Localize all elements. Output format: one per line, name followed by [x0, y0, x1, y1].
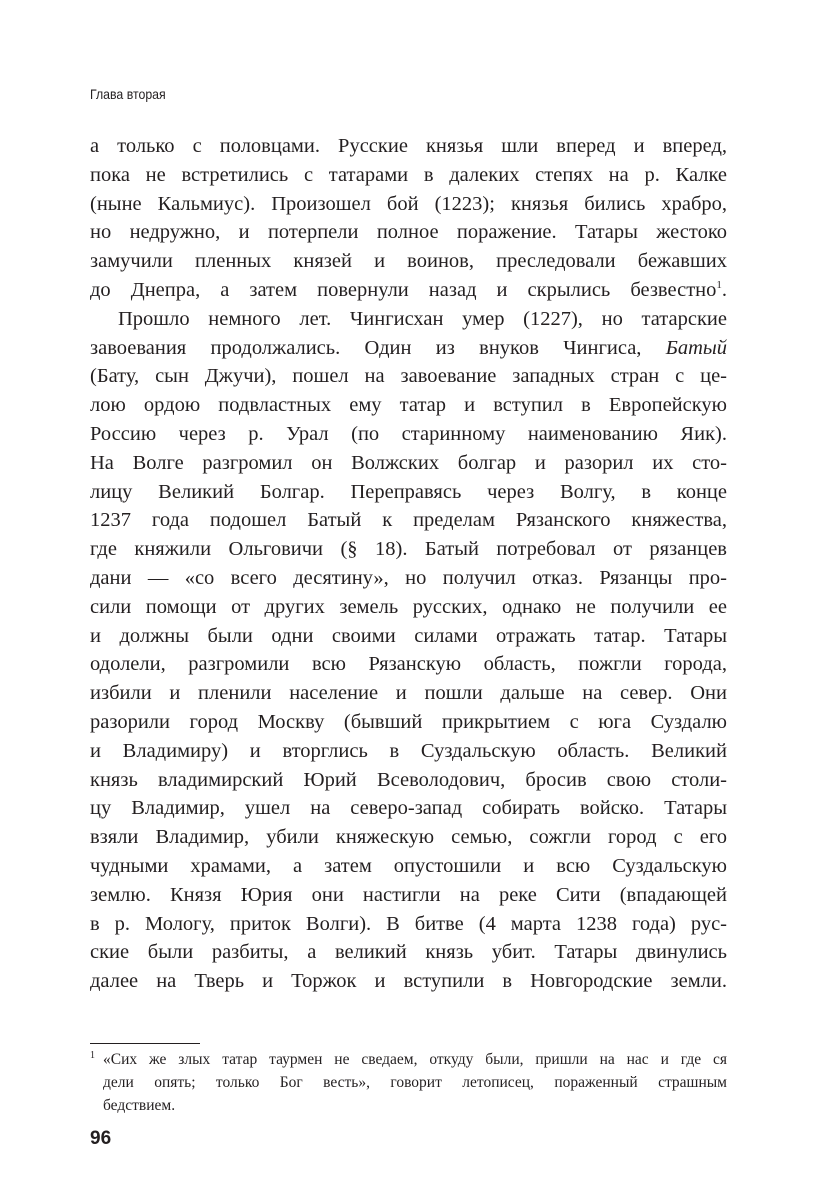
- text-line: дани — «со всего десятину», но получил отказ. Рязанцы про-: [90, 566, 727, 589]
- text-line: но недружно, и потерпели полное поражение. Татары жестоко: [90, 221, 727, 244]
- text-line: (ныне Кальмиус). Произошел бой (1223); князья бились храбро,: [90, 192, 727, 215]
- text-fragment: до Днепра, а затем повернули назад и скрылись безвестно: [90, 278, 717, 301]
- text-line: На Волге разгромил он Волжских болгар и разорил их сто-: [90, 451, 727, 474]
- footnote-divider: [90, 1043, 200, 1044]
- text-line: в р. Мологу, приток Волги). В битве (4 марта 1238 года) рус-: [90, 912, 727, 935]
- text-line: взяли Владимир, убили княжескую семью, сожгли город с его: [90, 826, 727, 849]
- footnote: [90, 1048, 727, 1117]
- text-line: лою ордою подвластных ему татар и вступил в Европейскую: [90, 394, 727, 417]
- text-line: лицу Великий Болгар. Переправясь через Волгу, в конце: [90, 480, 727, 503]
- text-line: избили и пленили население и пошли дальше на север. Они: [90, 682, 727, 705]
- text-line: далее на Тверь и Торжок и вступили в Новгородские земли.: [90, 970, 727, 993]
- text-line: одолели, разгромили всю Рязанскую область, пожгли города,: [90, 653, 727, 676]
- body-text: [90, 132, 727, 996]
- text-line: 1237 года подошел Батый к пределам Рязанского княжества,: [90, 509, 727, 532]
- footnote-ref[interactable]: 1: [716, 279, 722, 292]
- text-line: где княжили Ольговичи (§ 18). Батый потребовал от рязанцев: [90, 538, 727, 561]
- text-line: (Бату, сын Джучи), пошел на завоевание западных стран с це-: [90, 365, 727, 388]
- text-line: цу Владимир, ушел на северо-запад собирать войско. Татары: [90, 797, 727, 820]
- footnote-line: «Сих же злых татар таурмен не сведаем, откуду были, пришли на нас и где ся: [103, 1051, 727, 1068]
- italic-name: Батый: [665, 336, 728, 359]
- running-header: Глава вторая: [90, 86, 166, 102]
- text-line: чудными храмами, а затем опустошили и всю Суздальскую: [90, 854, 727, 877]
- footnote-line: бедствием.: [103, 1097, 176, 1114]
- text-line: Прошло немного лет. Чингисхан умер (1227), но татарские: [118, 307, 727, 330]
- text-line: сили помощи от других земель русских, однако не получили ее: [90, 595, 727, 618]
- text-line: замучили пленных князей и воинов, преследовали бежавших: [90, 250, 727, 273]
- text-line: [90, 334, 727, 363]
- text-line: князь владимирский Юрий Всеволодович, бросив свою столи-: [90, 768, 727, 791]
- footnote-line: дели опять; только Бог весть», говорит летописец, пораженный страшным: [103, 1074, 727, 1091]
- text-line: и должны были одни своими силами отражать татар. Татары: [90, 624, 727, 647]
- text-line: разорили город Москву (бывший прикрытием с юга Суздалю: [90, 710, 727, 733]
- text-fragment: завоевания продолжались. Один из внуков Чингиса,: [90, 336, 642, 359]
- text-line: землю. Князя Юрия они настигли на реке Сити (впадающей: [90, 883, 727, 906]
- text-line: а только с половцами. Русские князья шли вперед и вперед,: [90, 135, 727, 157]
- text-line: и Владимиру) и вторглись в Суздальскую область. Великий: [90, 739, 727, 762]
- page-number: 96: [90, 1128, 112, 1149]
- text-line: ские были разбиты, а великий князь убит. Татары двинулись: [90, 941, 727, 964]
- text-line: Россию через р. Урал (по старинному наименованию Яик).: [90, 422, 727, 445]
- footnote-number: 1: [90, 1050, 95, 1061]
- text-line: до Днепра, а затем повернули назад и скрылись безвестно$^1$.: [90, 278, 727, 301]
- text-line: пока не встретились с татарами в далеких степях на р. Калке: [90, 163, 727, 186]
